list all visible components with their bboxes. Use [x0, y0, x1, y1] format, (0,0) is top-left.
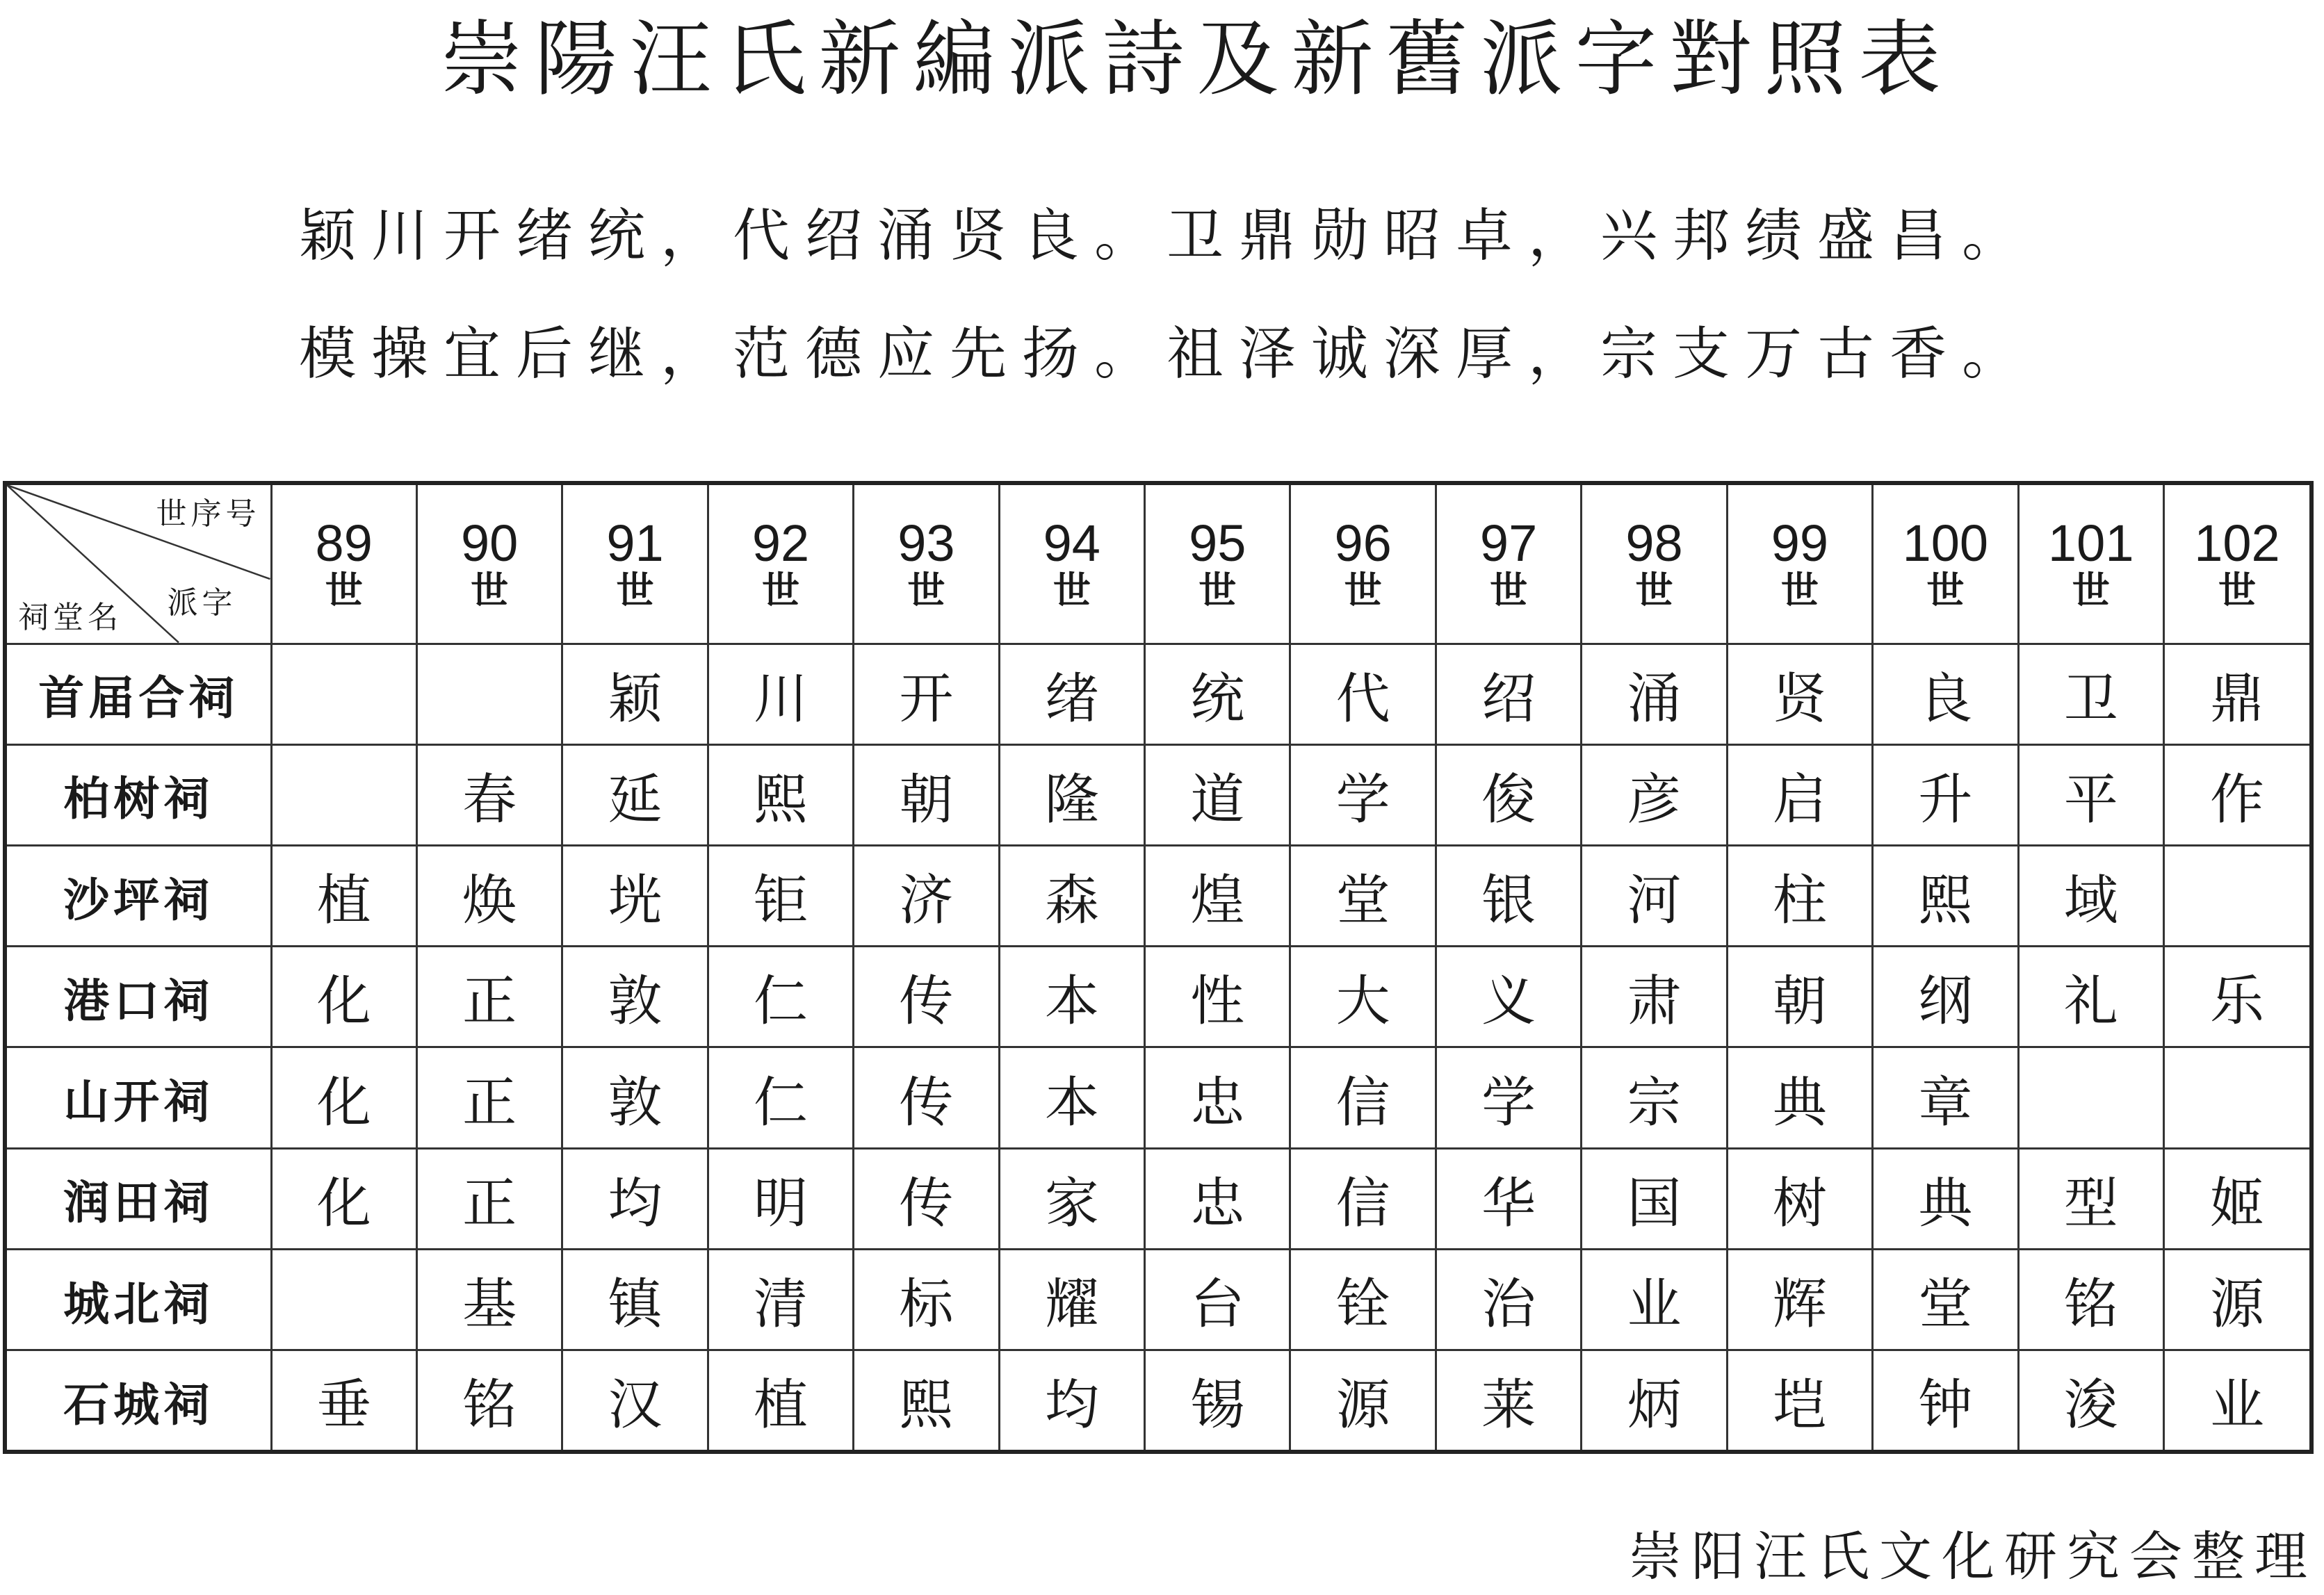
generation-suffix: 世 [1926, 569, 1965, 613]
generation-char-cell: 镇 [562, 1249, 708, 1350]
generation-number: 91 [606, 514, 664, 573]
generation-char-cell: 涌 [1582, 644, 1727, 744]
generation-suffix: 世 [761, 569, 799, 613]
generation-char-cell: 汉 [562, 1350, 708, 1450]
generation-char-cell: 性 [1145, 947, 1290, 1047]
generation-number: 96 [1334, 514, 1392, 573]
generation-char-cell: 大 [1290, 947, 1436, 1047]
generation-char-cell: 化 [271, 1047, 416, 1148]
generation-char-cell: 仁 [708, 947, 853, 1047]
generation-number: 98 [1625, 514, 1683, 573]
generation-char-cell: 治 [1436, 1249, 1581, 1350]
generation-char-cell: 忠 [1145, 1047, 1290, 1148]
generation-char-cell: 本 [999, 1047, 1144, 1148]
poem-line-2: 模操宜后继，范德应先扬。祖泽诚深厚，宗支万古香。 [299, 321, 2035, 387]
generation-char-cell: 信 [1290, 1047, 1436, 1148]
generation-char-cell: 颖 [562, 644, 708, 744]
generation-char-cell: 垂 [271, 1350, 416, 1450]
hall-name-cell: 沙坪祠 [7, 845, 271, 946]
generation-char-cell: 钜 [708, 845, 853, 946]
hall-name-cell: 山开祠 [7, 1047, 271, 1148]
generation-char-cell: 延 [562, 744, 708, 845]
generation-char-cell: 义 [1436, 947, 1581, 1047]
generation-char-cell: 朝 [854, 744, 999, 845]
generation-char-cell: 业 [2163, 1350, 2309, 1450]
generation-char-cell: 浚 [2018, 1350, 2163, 1450]
generation-char-cell: 典 [1873, 1148, 2018, 1249]
generation-header-95 [1145, 485, 1290, 644]
generation-char-cell [2018, 1047, 2163, 1148]
generation-char-cell: 济 [854, 845, 999, 946]
hall-name-cell: 石城祠 [7, 1350, 271, 1450]
generation-char-cell: 辉 [1727, 1249, 1872, 1350]
generation-char-cell: 标 [854, 1249, 999, 1350]
generation-char-cell: 域 [2018, 845, 2163, 946]
generation-char-cell: 均 [999, 1350, 1144, 1450]
generation-char-cell: 正 [416, 1047, 562, 1148]
generation-char-cell: 乐 [2163, 947, 2309, 1047]
generation-header-98 [1582, 485, 1727, 644]
corner-header-cell [7, 485, 271, 644]
generation-char-cell: 植 [271, 845, 416, 946]
hall-name-cell: 柏树祠 [7, 744, 271, 845]
generation-char-cell: 熙 [708, 744, 853, 845]
generation-char-cell: 开 [854, 644, 999, 744]
generation-char-cell: 春 [416, 744, 562, 845]
generation-char-cell: 统 [1145, 644, 1290, 744]
generation-header-94 [999, 485, 1144, 644]
generation-header-90 [416, 485, 562, 644]
generation-header-99 [1727, 485, 1872, 644]
generation-char-cell: 传 [854, 1148, 999, 1249]
generation-char-cell: 彦 [1582, 744, 1727, 845]
generation-char-cell: 章 [1873, 1047, 2018, 1148]
generation-char-cell: 代 [1290, 644, 1436, 744]
generation-char-cell: 堂 [1873, 1249, 2018, 1350]
generation-char-cell [271, 1249, 416, 1350]
generation-char-cell: 朝 [1727, 947, 1872, 1047]
generation-char-cell: 正 [416, 947, 562, 1047]
generation-char-cell: 敦 [562, 947, 708, 1047]
generation-char-cell: 基 [416, 1249, 562, 1350]
generation-suffix: 世 [2072, 569, 2110, 613]
generation-char-cell: 启 [1727, 744, 1872, 845]
generation-char-cell: 鼎 [2163, 644, 2309, 744]
generation-char-cell: 正 [416, 1148, 562, 1249]
generation-number: 89 [315, 514, 373, 573]
generation-header-100 [1873, 485, 2018, 644]
hall-name-cell: 城北祠 [7, 1249, 271, 1350]
generation-suffix: 世 [325, 569, 363, 613]
generation-suffix: 世 [2218, 569, 2256, 613]
generation-char-cell: 均 [562, 1148, 708, 1249]
generation-char-cell: 国 [1582, 1148, 1727, 1249]
generation-number: 93 [897, 514, 955, 573]
generation-char-cell: 铨 [1290, 1249, 1436, 1350]
generation-char-cell: 绍 [1436, 644, 1581, 744]
generation-char-cell: 焕 [416, 845, 562, 946]
generation-char-cell: 道 [1145, 744, 1290, 845]
generation-char-cell: 贤 [1727, 644, 1872, 744]
generation-header-89 [271, 485, 416, 644]
generation-char-cell: 钟 [1873, 1350, 2018, 1450]
generation-number: 90 [460, 514, 519, 573]
poem-line-1: 颖川开绪统，代绍涌贤良。卫鼎勋昭卓，兴邦绩盛昌。 [299, 203, 2035, 269]
table-row [7, 1148, 2309, 1249]
generation-char-cell: 典 [1727, 1047, 1872, 1148]
generation-header-93 [854, 485, 999, 644]
generation-number: 102 [2194, 514, 2280, 573]
generation-number: 100 [1902, 514, 1989, 573]
generation-char-cell [271, 644, 416, 744]
generation-header-96 [1290, 485, 1436, 644]
generation-char-cell: 本 [999, 947, 1144, 1047]
generation-suffix: 世 [471, 569, 509, 613]
hall-name-cell: 首届合祠 [7, 644, 271, 744]
generation-char-cell: 川 [708, 644, 853, 744]
generation-header-101 [2018, 485, 2163, 644]
generation-number: 99 [1771, 514, 1829, 573]
generation-char-cell: 升 [1873, 744, 2018, 845]
generation-char-cell: 垙 [562, 845, 708, 946]
generation-char-cell: 清 [708, 1249, 853, 1350]
generation-char-cell: 华 [1436, 1148, 1581, 1249]
generation-char-cell: 学 [1436, 1047, 1581, 1148]
generation-char-cell: 作 [2163, 744, 2309, 845]
generation-char-cell: 熙 [1873, 845, 2018, 946]
generation-char-cell: 敦 [562, 1047, 708, 1148]
footer-credit: 崇阳汪氏文化研究会整理 [1629, 1526, 2317, 1587]
table-row [7, 1249, 2309, 1350]
generation-number: 92 [751, 514, 810, 573]
page-title: 崇陽汪氏新編派詩及新舊派字對照表 [440, 11, 1953, 107]
generation-suffix: 世 [1490, 569, 1528, 613]
generation-char-cell: 铭 [416, 1350, 562, 1450]
generation-char-cell [2163, 1047, 2309, 1148]
generation-char-cell: 平 [2018, 744, 2163, 845]
table-row [7, 1350, 2309, 1450]
generation-char-cell [416, 644, 562, 744]
generation-suffix: 世 [1053, 569, 1091, 613]
generation-suffix: 世 [1344, 569, 1382, 613]
generation-number: 95 [1189, 514, 1246, 573]
generation-header-102 [2163, 485, 2309, 644]
generation-char-cell: 化 [271, 1148, 416, 1249]
generation-char-cell: 姬 [2163, 1148, 2309, 1249]
corner-label-hall-name: 祠堂名 [18, 599, 122, 635]
generation-char-cell: 源 [1290, 1350, 1436, 1450]
generation-char-cell: 纲 [1873, 947, 2018, 1047]
generation-suffix: 世 [1635, 569, 1673, 613]
generation-table [3, 481, 2314, 1454]
hall-name-cell: 港口祠 [7, 947, 271, 1047]
generation-char-cell: 宗 [1582, 1047, 1727, 1148]
generation-char-cell: 垲 [1727, 1350, 1872, 1450]
generation-char-cell: 礼 [2018, 947, 2163, 1047]
generation-char-cell [2163, 845, 2309, 946]
generation-char-cell: 型 [2018, 1148, 2163, 1249]
generation-char-cell: 仁 [708, 1047, 853, 1148]
generation-char-cell: 莱 [1436, 1350, 1581, 1450]
generation-char-cell: 明 [708, 1148, 853, 1249]
generation-char-cell: 炳 [1582, 1350, 1727, 1450]
generation-char-cell: 忠 [1145, 1148, 1290, 1249]
generation-char-cell: 肃 [1582, 947, 1727, 1047]
generation-char-cell: 煌 [1145, 845, 1290, 946]
generation-char-cell: 熙 [854, 1350, 999, 1450]
generation-char-cell: 绪 [999, 644, 1144, 744]
generation-char-cell: 河 [1582, 845, 1727, 946]
generation-char-cell: 良 [1873, 644, 2018, 744]
generation-char-cell: 俊 [1436, 744, 1581, 845]
generation-char-cell: 台 [1145, 1249, 1290, 1350]
generation-char-cell [271, 744, 416, 845]
generation-char-cell: 铭 [2018, 1249, 2163, 1350]
corner-label-generation-character: 派字 [167, 585, 237, 621]
table-row [7, 845, 2309, 946]
generation-suffix: 世 [1780, 569, 1819, 613]
hall-name-cell: 润田祠 [7, 1148, 271, 1249]
generation-suffix: 世 [1198, 569, 1237, 613]
generation-char-cell: 森 [999, 845, 1144, 946]
generation-char-cell: 柱 [1727, 845, 1872, 946]
generation-char-cell: 信 [1290, 1148, 1436, 1249]
generation-number: 97 [1479, 514, 1538, 573]
generation-char-cell: 家 [999, 1148, 1144, 1249]
generation-char-cell: 传 [854, 947, 999, 1047]
generation-char-cell: 源 [2163, 1249, 2309, 1350]
table-row [7, 947, 2309, 1047]
table-row [7, 744, 2309, 845]
table-header-row [7, 485, 2309, 644]
generation-char-cell: 树 [1727, 1148, 1872, 1249]
generation-char-cell: 植 [708, 1350, 853, 1450]
generation-char-cell: 隆 [999, 744, 1144, 845]
generation-char-cell: 学 [1290, 744, 1436, 845]
generation-char-cell: 堂 [1290, 845, 1436, 946]
table-row [7, 644, 2309, 744]
corner-label-generation-number: 世序号 [156, 496, 261, 532]
generation-char-cell: 银 [1436, 845, 1581, 946]
generation-char-cell: 化 [271, 947, 416, 1047]
generation-suffix: 世 [616, 569, 654, 613]
generation-char-cell: 传 [854, 1047, 999, 1148]
generation-char-cell: 耀 [999, 1249, 1144, 1350]
generation-char-cell: 业 [1582, 1249, 1727, 1350]
generation-suffix: 世 [907, 569, 945, 613]
generation-header-91 [562, 485, 708, 644]
generation-header-97 [1436, 485, 1581, 644]
generation-char-cell: 锡 [1145, 1350, 1290, 1450]
table-row [7, 1047, 2309, 1148]
generation-number: 94 [1043, 514, 1100, 573]
generation-char-cell: 卫 [2018, 644, 2163, 744]
generation-number: 101 [2048, 514, 2134, 573]
generation-header-92 [708, 485, 853, 644]
